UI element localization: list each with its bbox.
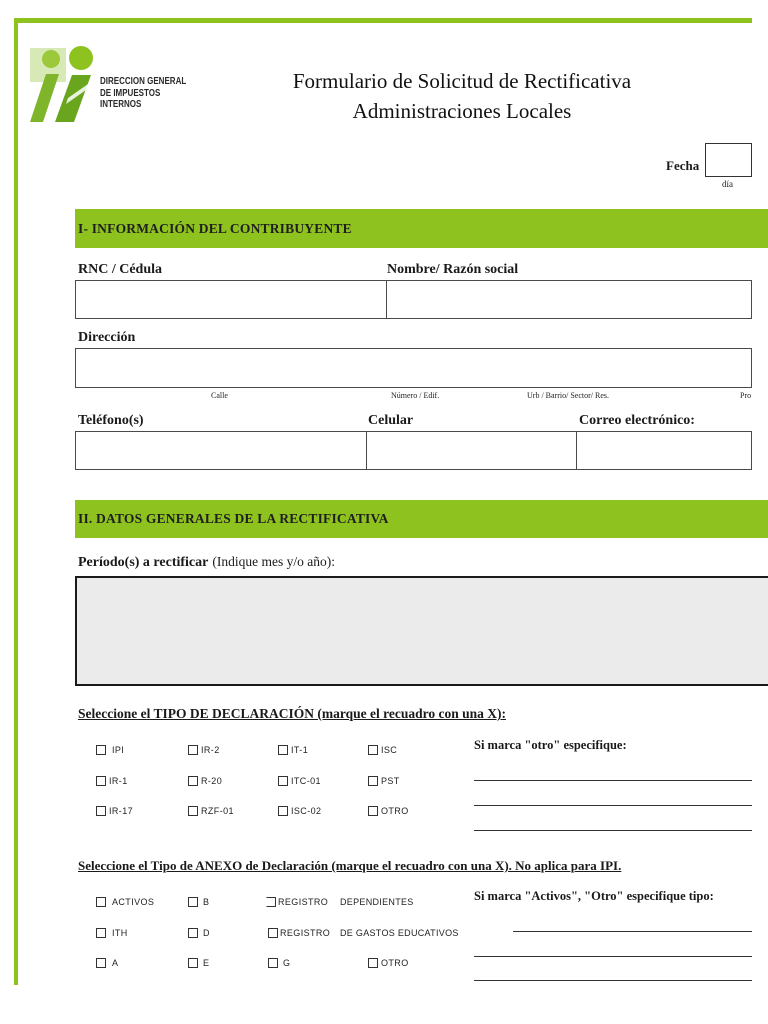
declaration-other-line-1[interactable]: [474, 762, 752, 781]
checkbox-ir-2[interactable]: [188, 743, 220, 757]
checkbox-ir-1-box[interactable]: [96, 776, 106, 786]
form-title: Formulario de Solicitud de Rectificativa: [292, 69, 632, 93]
checkbox-ith-box[interactable]: [96, 928, 106, 938]
checkbox-a-box[interactable]: [96, 958, 106, 968]
form-subtitle: Administraciones Locales: [352, 99, 572, 123]
declaration-other-line-3[interactable]: [474, 812, 752, 831]
checkbox-ipi-box[interactable]: [96, 745, 106, 755]
address-part-street: Calle: [211, 391, 228, 400]
address-part-sector: Urb / Barrio/ Sector/ Res.: [527, 391, 609, 400]
top-green-rule: [14, 18, 752, 23]
period-hint: (Indique mes y/o año):: [212, 554, 335, 569]
annex-other-label: Si marca "Activos", "Otro" especifique tipo:: [474, 889, 714, 903]
checkbox-label: E: [203, 958, 210, 968]
checkbox-d-box[interactable]: [188, 928, 198, 938]
checkbox-registro-dependientes-box[interactable]: [266, 897, 276, 907]
checkbox-label: ACTIVOS: [112, 897, 155, 907]
checkbox-label: OTRO: [381, 958, 409, 968]
checkbox-itc-01[interactable]: [278, 774, 321, 788]
checkbox-activos[interactable]: [96, 895, 154, 909]
section-1-title: I- INFORMACIÓN DEL CONTRIBUYENTE: [78, 221, 352, 236]
address-label: Dirección: [78, 330, 136, 345]
checkbox-ir-1[interactable]: [96, 774, 128, 788]
checkbox-activos-box[interactable]: [96, 897, 106, 907]
checkbox-label: R-20: [201, 776, 223, 786]
checkbox-it-1[interactable]: [278, 743, 308, 757]
address-part-province: Pro: [740, 391, 752, 400]
declaration-other-label: Si marca "otro" especifique:: [474, 738, 627, 752]
address-input[interactable]: [76, 349, 751, 387]
checkbox-rzf-01[interactable]: [188, 804, 234, 818]
address-row: [75, 348, 752, 388]
checkbox-r-20-box[interactable]: [188, 776, 198, 786]
checkbox-label: IPI: [112, 745, 125, 755]
checkbox-rzf-01-box[interactable]: [188, 806, 198, 816]
checkbox-ith[interactable]: [96, 926, 128, 940]
checkbox-itc-01-box[interactable]: [278, 776, 288, 786]
checkbox-b-box[interactable]: [188, 897, 198, 907]
checkbox-detail: DEPENDIENTES: [340, 897, 414, 907]
mobile-label: Celular: [368, 413, 414, 428]
logo-line-3: INTERNOS: [100, 99, 142, 110]
period-prompt: [78, 554, 335, 571]
checkbox-isc-box[interactable]: [368, 745, 378, 755]
checkbox-label: PST: [381, 776, 400, 786]
checkbox-label: REGISTRO: [280, 928, 331, 938]
checkbox-label: A: [112, 958, 119, 968]
checkbox-ipi[interactable]: [96, 743, 124, 757]
email-label: Correo electrónico:: [579, 413, 695, 428]
checkbox-label: RZF-01: [201, 806, 234, 816]
checkbox-registro-gastos-educativos-box[interactable]: [268, 928, 278, 938]
checkbox-isc-02[interactable]: [278, 804, 321, 818]
checkbox-registro-gastos-educativos[interactable]: [268, 926, 330, 940]
checkbox-ir-2-box[interactable]: [188, 745, 198, 755]
logo-wordmark: [100, 76, 186, 111]
checkbox-annex-otro[interactable]: [368, 956, 409, 970]
checkbox-label: B: [203, 897, 210, 907]
logo-line-2: DE IMPUESTOS: [100, 87, 161, 99]
mobile-input[interactable]: [366, 432, 576, 469]
checkbox-otro[interactable]: [368, 804, 409, 818]
checkbox-label: ISC-02: [291, 806, 322, 816]
period-label: Período(s) a rectificar: [78, 555, 209, 570]
checkbox-label: IR-2: [201, 745, 220, 755]
business-name-input[interactable]: [386, 281, 751, 318]
rnc-name-row: [75, 280, 752, 319]
dgii-logo-icon: [28, 44, 100, 124]
checkbox-a[interactable]: [96, 956, 118, 970]
declaration-other-line-2[interactable]: [474, 787, 752, 806]
form-title-block: [262, 66, 662, 126]
checkbox-registro-dependientes[interactable]: [266, 895, 328, 909]
declaration-type-prompt: Seleccione el TIPO DE DECLARACIÓN (marque el recuadro con una X):: [78, 706, 506, 721]
checkbox-label: ITC-01: [291, 776, 321, 786]
checkbox-r-20[interactable]: [188, 774, 222, 788]
contact-row: [75, 431, 752, 470]
checkbox-g[interactable]: [268, 956, 290, 970]
checkbox-label: ISC: [381, 745, 398, 755]
checkbox-label: IR-17: [109, 806, 134, 816]
checkbox-annex-otro-box[interactable]: [368, 958, 378, 968]
annex-other-line-3[interactable]: [474, 962, 752, 981]
section-2-title: II. DATOS GENERALES DE LA RECTIFICATIVA: [78, 511, 389, 526]
checkbox-b[interactable]: [188, 895, 209, 909]
checkbox-label: REGISTRO: [278, 897, 329, 907]
checkbox-isc[interactable]: [368, 743, 397, 757]
checkbox-otro-box[interactable]: [368, 806, 378, 816]
checkbox-label: IT-1: [291, 745, 309, 755]
period-textarea[interactable]: [75, 576, 768, 686]
checkbox-it-1-box[interactable]: [278, 745, 288, 755]
annex-type-prompt: Seleccione el Tipo de ANEXO de Declaración (marque el recuadro con una X). No aplica para IPI.: [78, 858, 622, 873]
checkbox-ir-17-box[interactable]: [96, 806, 106, 816]
phone-input[interactable]: [76, 432, 366, 469]
checkbox-pst-box[interactable]: [368, 776, 378, 786]
checkbox-pst[interactable]: [368, 774, 400, 788]
checkbox-label: ITH: [112, 928, 128, 938]
business-name-label: Nombre/ Razón social: [387, 262, 519, 277]
left-green-rule: [14, 18, 18, 985]
rnc-label: RNC / Cédula: [78, 262, 163, 277]
annex-other-line-1[interactable]: [513, 913, 752, 932]
phone-label: Teléfono(s): [78, 413, 144, 428]
checkbox-isc-02-box[interactable]: [278, 806, 288, 816]
checkbox-d[interactable]: [188, 926, 210, 940]
logo-line-1: DIRECCION GENERAL: [100, 76, 187, 87]
checkbox-label: IR-1: [109, 776, 128, 786]
address-part-number: Número / Edif.: [391, 391, 440, 400]
email-input[interactable]: [576, 432, 751, 469]
date-day-input[interactable]: [705, 143, 752, 177]
checkbox-e-box[interactable]: [188, 958, 198, 968]
annex-other-line-2[interactable]: [474, 938, 752, 957]
checkbox-label: G: [283, 958, 291, 968]
checkbox-e[interactable]: [188, 956, 209, 970]
date-label: Fecha: [666, 158, 700, 173]
section-2-header: [75, 500, 768, 538]
checkbox-detail: DE GASTOS EDUCATIVOS: [340, 928, 459, 938]
day-caption: día: [722, 179, 733, 189]
checkbox-g-box[interactable]: [268, 958, 278, 968]
checkbox-ir-17[interactable]: [96, 804, 133, 818]
checkbox-label: OTRO: [381, 806, 409, 816]
rnc-input[interactable]: [76, 281, 386, 318]
section-1-header: [75, 209, 768, 248]
checkbox-label: D: [203, 928, 210, 938]
